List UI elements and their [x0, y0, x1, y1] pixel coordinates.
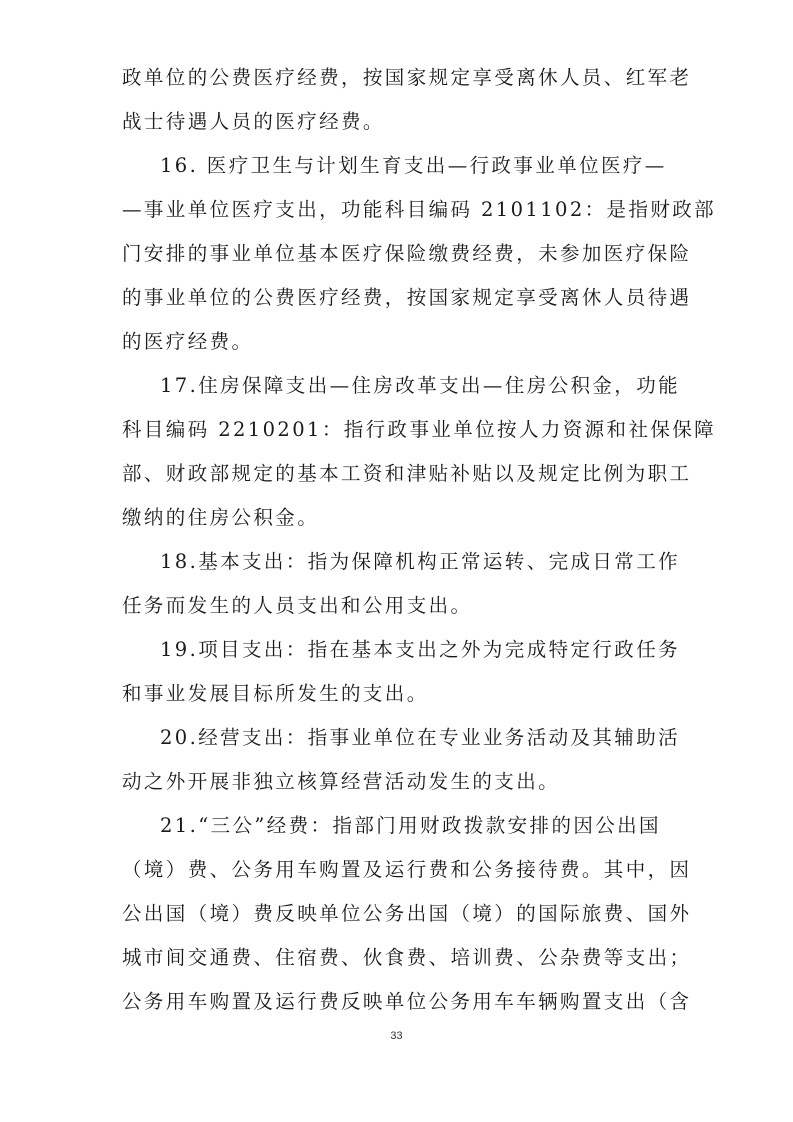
text-line: 任务而发生的人员支出和公用支出。 [122, 594, 473, 617]
text-line: 城市间交通费、住宿费、伙食费、培训费、公杂费等支出； [122, 946, 692, 969]
paragraph-17-line: 17.住房保障支出—住房改革支出—住房公积金，功能 [160, 374, 681, 397]
text-line: （境）费、公务用车购置及运行费和公务接待费。其中，因 [122, 858, 692, 881]
text-line: 门安排的事业单位基本医疗保险缴费经费，未参加医疗保险 [122, 242, 692, 265]
page-number: 33 [390, 1030, 403, 1042]
text-line: 的事业单位的公费医疗经费，按国家规定享受离休人员待遇 [122, 286, 692, 309]
paragraph-19-line: 19.项目支出：指在基本支出之外为完成特定行政任务 [160, 638, 681, 661]
text-line: 和事业发展目标所发生的支出。 [122, 682, 429, 705]
paragraph-20-line: 20.经营支出：指事业单位在专业业务活动及其辅助活 [160, 726, 681, 749]
text-line: —事业单位医疗支出，功能科目编码 2101102：是指财政部 [122, 198, 717, 221]
text-line: 部、财政部规定的基本工资和津贴补贴以及规定比例为职工 [122, 462, 692, 485]
text-line: 公出国（境）费反映单位公务出国（境）的国际旅费、国外 [122, 902, 692, 925]
text-line: 政单位的公费医疗经费，按国家规定享受离休人员、红军老 [122, 66, 692, 89]
text-line: 科目编码 2210201：指行政事业单位按人力资源和社保保障 [122, 418, 717, 441]
text-line: 公务用车购置及运行费反映单位公务用车车辆购置支出（含 [122, 990, 692, 1013]
paragraph-21-line: 21.“三公”经费：指部门用财政拨款安排的因公出国 [160, 814, 661, 837]
text-line: 的医疗经费。 [122, 330, 254, 353]
text-line: 动之外开展非独立核算经营活动发生的支出。 [122, 770, 561, 793]
text-line: 缴纳的住房公积金。 [122, 506, 320, 529]
paragraph-16-line: 16. 医疗卫生与计划生育支出—行政事业单位医疗— [160, 154, 667, 177]
paragraph-18-line: 18.基本支出：指为保障机构正常运转、完成日常工作 [160, 550, 681, 573]
text-line: 战士待遇人员的医疗经费。 [122, 110, 385, 133]
